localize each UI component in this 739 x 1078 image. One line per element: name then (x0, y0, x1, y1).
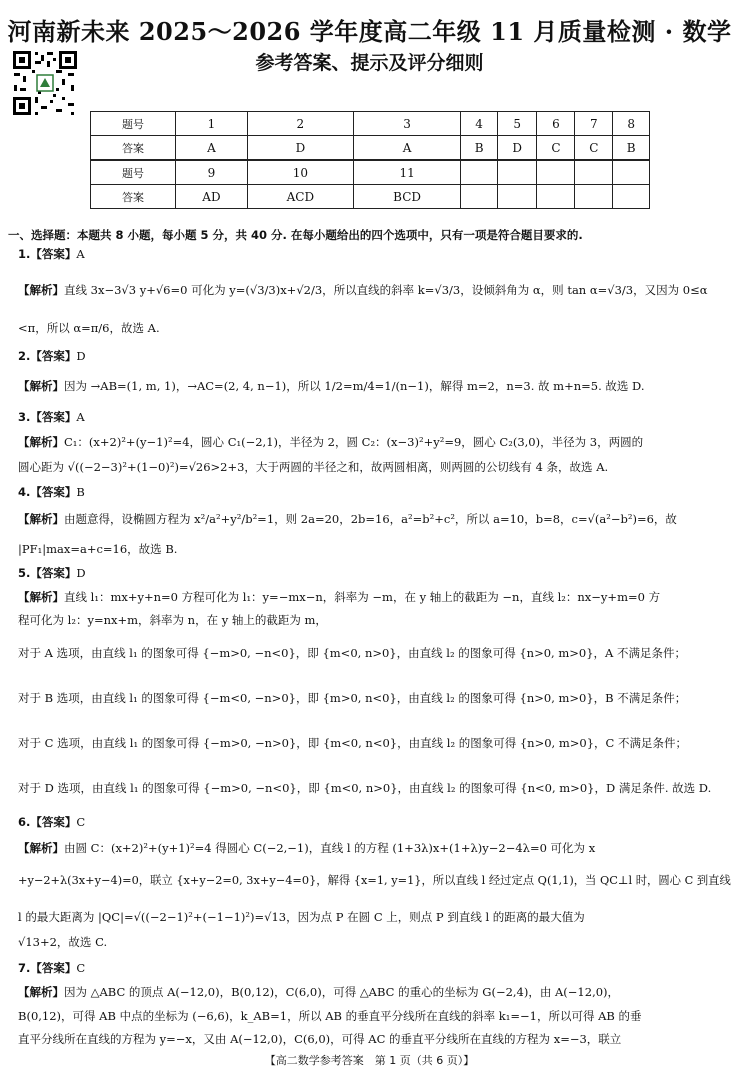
section-heading: 一、选择题：本题共 8 小题，每小题 5 分，共 40 分. 在每小题给出的四个选项中，只有一项是符合题目要求的. (8, 228, 583, 242)
solution-line-q3-ans (18, 409, 85, 425)
solution-line-q1-exp-1 (18, 282, 707, 298)
solution-line-q7-ans (18, 960, 85, 976)
solution-text: D (76, 349, 86, 363)
table-row: 答案 A D A B D C C B (91, 136, 650, 161)
solution-text: 直线 3x−3√3 y+√6=0 可化为 y=(√3/3)x+√2/3，所以直线的斜率 k=√3/3，设倾斜角为 α，则 tan α=√3/3，又因为 0≤α (64, 283, 708, 297)
solution-label: 2.【答案】 (18, 349, 77, 363)
solution-line-q7-exp-3 (18, 1031, 621, 1047)
solution-line-q5-d (18, 780, 711, 796)
solution-line-q3-exp-1 (18, 434, 643, 450)
solution-text: 因为 △ABC 的顶点 A(−12,0)，B(0,12)，C(6,0)，可得 △ABC 的重心的坐标为 G(−2,4)，由 A(−12,0)， (64, 985, 620, 999)
table-row: 答案 AD ACD BCD (91, 185, 650, 209)
solution-line-q6-exp-3 (18, 909, 585, 925)
solution-text: |PF₁|max=a+c=16，故选 B. (18, 542, 178, 556)
solution-line-q1-ans (18, 246, 85, 262)
solution-line-q4-ans (18, 484, 85, 500)
solution-line-q4-exp-2 (18, 541, 177, 557)
solution-label: 【解析】 (18, 512, 64, 526)
solution-line-q5-a (18, 645, 686, 661)
page-title: 河南新未来 2025～2026 学年度高二年级 11 月质量检测 · 数学 (7, 17, 732, 46)
solution-label: 【解析】 (18, 435, 64, 449)
solution-line-q5-exp-2 (18, 612, 327, 628)
solution-text: A (76, 410, 85, 424)
solution-text: B (76, 485, 85, 499)
solution-line-q4-exp-1 (18, 511, 677, 527)
solution-label: 7.【答案】 (18, 961, 77, 975)
solution-label: 【解析】 (18, 590, 64, 604)
solution-text: C₁：(x+2)²+(y−1)²=4，圆心 C₁(−2,1)，半径为 2，圆 C₂：(x−3)²+y²=9，圆心 C₂(3,0)，半径为 3，两圆的 (64, 435, 644, 449)
solution-line-q5-c (18, 735, 687, 751)
solution-text: A (76, 247, 85, 261)
solution-line-q5-b (18, 690, 686, 706)
solution-line-q6-exp-4 (18, 934, 107, 950)
qr-code-icon (12, 50, 78, 116)
solution-label: 5.【答案】 (18, 566, 77, 580)
solution-line-q6-exp-1 (18, 840, 595, 856)
solution-line-q7-exp-1 (18, 984, 619, 1000)
solution-line-q6-ans (18, 814, 85, 830)
solution-text: 对于 A 选项，由直线 l₁ 的图象可得 {−m>0, −n<0}，即 {m<0, n>0}，由直线 l₂ 的图象可得 {n>0, m>0}，A 不满足条件； (18, 646, 686, 660)
page-footer: 【高二数学参考答案 第 1 页（共 6 页）】 (264, 1054, 475, 1067)
solution-line-q7-exp-2 (18, 1008, 642, 1024)
solution-text: C (76, 815, 86, 829)
solution-label: 【解析】 (18, 985, 64, 999)
solution-text: 由题意得，设椭圆方程为 x²/a²+y²/b²=1，则 2a=20，2b=16，a²=b²+c²，所以 a=10，b=8，c=√(a²−b²)=6，故 (64, 512, 677, 526)
solution-text: C (76, 961, 86, 975)
solution-text: 圆心距为 √((−2−3)²+(1−0)²)=√26>2+3，大于两圆的半径之和，故两圆相离，则两圆的公切线有 4 条，故选 A. (18, 460, 609, 474)
solution-line-q2-ans (18, 348, 86, 364)
solution-text: +y−2+λ(3x+y−4)=0，联立 {x+y−2=0, 3x+y−4=0}，解得 {x=1, y=1}，所以直线 l 经过定点 Q(1,1)，当 QC⊥l 时，圆心 C 到直线 (18, 873, 731, 887)
solution-line-q5-exp-1 (18, 589, 660, 605)
solution-line-q6-exp-2 (18, 872, 731, 888)
solution-label: 【解析】 (18, 379, 64, 393)
solution-label: 【解析】 (18, 283, 64, 297)
solution-line-q1-exp-2 (18, 320, 160, 336)
solution-text: 对于 C 选项，由直线 l₁ 的图象可得 {−m>0, −n>0}，即 {m<0, n<0}，由直线 l₂ 的图象可得 {n>0, m>0}，C 不满足条件； (18, 736, 687, 750)
table-row: 题号 1 2 3 4 5 6 7 8 (91, 112, 650, 136)
solution-text: 直平分线所在直线的方程为 y=−x，又由 A(−12,0)，C(6,0)，可得 AC 的垂直平分线所在直线的方程为 x=−3，联立 (18, 1032, 622, 1046)
solution-line-q2-exp (18, 378, 645, 394)
solution-text: D (76, 566, 86, 580)
page-subtitle: 参考答案、提示及评分细则 (255, 52, 484, 74)
solution-text: l 的最大距离为 |QC|=√((−2−1)²+(−1−1)²)=√13，因为点 P 在圆 C 上，则点 P 到直线 l 的距离的最大值为 (18, 910, 585, 924)
solution-text: 直线 l₁：mx+y+n=0 方程可化为 l₁：y=−mx−n，斜率为 −m，在 y 轴上的截距为 −n，直线 l₂：nx−y+m=0 方 (64, 590, 661, 604)
solution-line-q3-exp-2 (18, 459, 608, 475)
solution-text: <π，所以 α=π/6，故选 A. (18, 321, 160, 335)
solution-text: √13+2，故选 C. (18, 935, 108, 949)
solution-text: 由圆 C：(x+2)²+(y+1)²=4 得圆心 C(−2,−1)，直线 l 的方程 (1+3λ)x+(1+λ)y−2−4λ=0 可化为 x (64, 841, 596, 855)
solution-text: 对于 D 选项，由直线 l₁ 的图象可得 {−m>0, −n<0}，即 {m<0, n>0}，由直线 l₂ 的图象可得 {n<0, m>0}，D 满足条件. 故选 D. (18, 781, 712, 795)
solution-label: 3.【答案】 (18, 410, 77, 424)
solution-text: B(0,12)，可得 AB 中点的坐标为 (−6,6)，k_AB=1，所以 AB 的垂直平分线所在直线的斜率 k₁=−1，所以可得 AB 的垂 (18, 1009, 642, 1023)
solution-line-q5-ans (18, 565, 86, 581)
solution-text: 因为 →AB=(1, m, 1)，→AC=(2, 4, n−1)，所以 1/2=m/4=1/(n−1)，解得 m=2，n=3. 故 m+n=5. 故选 D. (64, 379, 645, 393)
solution-label: 6.【答案】 (18, 815, 77, 829)
solution-text: 程可化为 l₂：y=nx+m，斜率为 n，在 y 轴上的截距为 m， (18, 613, 327, 627)
table-row: 题号 9 10 11 (91, 160, 650, 185)
solution-label: 4.【答案】 (18, 485, 77, 499)
solution-label: 1.【答案】 (18, 247, 77, 261)
solution-text: 对于 B 选项，由直线 l₁ 的图象可得 {−m<0, −n>0}，即 {m>0, n<0}，由直线 l₂ 的图象可得 {n>0, m>0}，B 不满足条件； (18, 691, 687, 705)
answer-table (90, 111, 650, 209)
solution-label: 【解析】 (18, 841, 64, 855)
